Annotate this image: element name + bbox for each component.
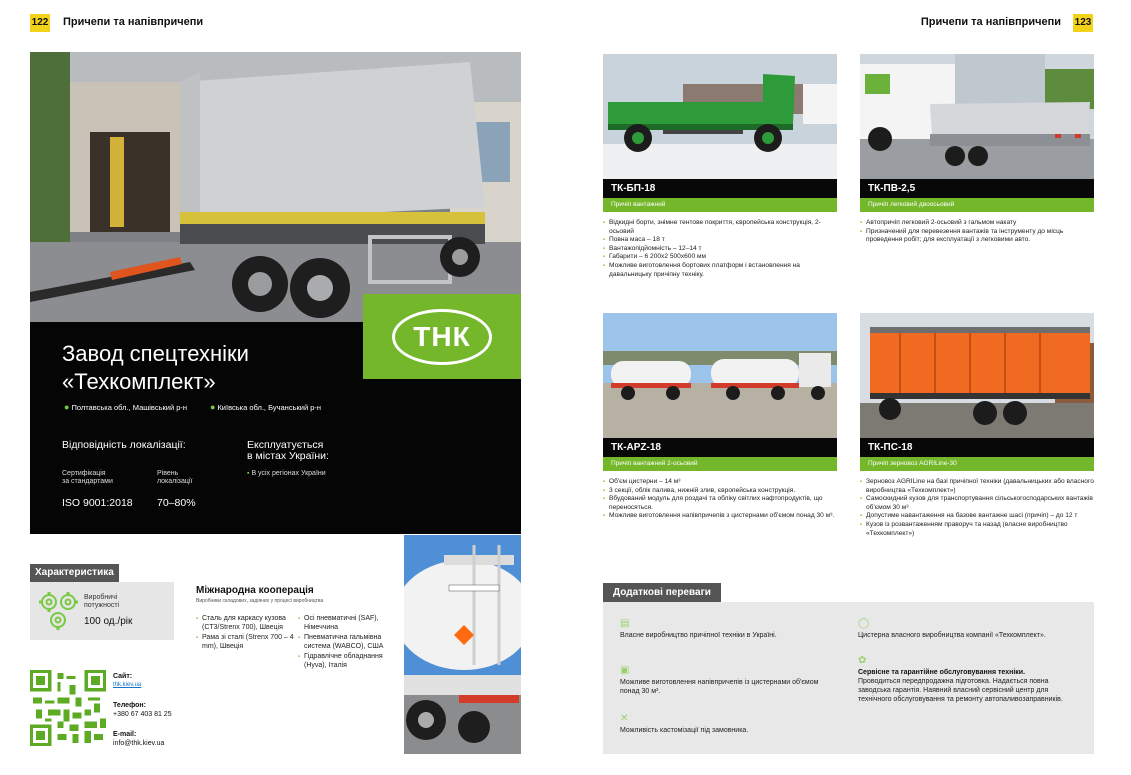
product-name: ТК-ПС-18 — [860, 438, 1094, 457]
product-card-tk-ps-18 — [860, 313, 1094, 538]
list-item: ▪ Можливе виготовлення бортових платформ і встановлення на давальницьку причіпну техніку. — [603, 262, 837, 279]
list-item: ▪ Відкидні борти, знімне тентове покриття, європейська конструкція, 2-осьовий — [603, 219, 837, 236]
phone-value[interactable]: +380 67 403 81 25 — [113, 711, 172, 718]
tanker-photo — [404, 535, 521, 754]
product-features — [860, 478, 1094, 538]
list-item: ▪ 3 секції, облік палива, нижній злив, європейська конструкція. — [603, 487, 837, 496]
email-value[interactable]: info@thk.kiev.ua — [113, 740, 165, 747]
product-type: Причіп легковий двоосьовий — [860, 198, 1094, 212]
page-number-right: 123 — [1073, 14, 1093, 32]
localization-level-value: 70–80% — [157, 497, 196, 509]
contact-site: Сайт: thk.kiev.ua — [113, 673, 142, 688]
location-kyiv: ● Київська обл., Бучанський р-н — [210, 402, 322, 412]
map-pin-icon: ● — [64, 402, 70, 412]
cooperation-title: Міжнародна кооперація — [196, 585, 314, 596]
hero-trailer-photo — [30, 52, 521, 322]
characteristics-tab: Характеристика — [30, 564, 119, 582]
cooperation-list-1 — [196, 615, 296, 653]
product-features — [603, 219, 837, 279]
advantages-tab: Додаткові переваги — [603, 583, 721, 602]
list-item: ▪ Зерновоз AGRILine на базі причіпної техніки (давальницьких або власного виробництва «Техкомплект») — [860, 478, 1094, 495]
qr-code[interactable] — [30, 670, 106, 746]
tools-icon: ✕ — [620, 713, 629, 724]
list-item: ▪ Пневматична гальмівна система (WABCO), США — [298, 634, 402, 651]
list-item: ▪ Призначений для перевезення вантажів та інструменту до місць проведення робіт; для експлуатації з легковими авто. — [860, 228, 1094, 245]
list-item: ▪ Кузов із розвантаженням праворуч та назад (власне виробництво «Техкомплект») — [860, 521, 1094, 538]
company-name: Завод спецтехніки «Техкомплект» — [62, 341, 249, 394]
product-card-tk-apz-18 — [603, 313, 837, 521]
advantage-item: ◯ Цистерна власного виробництва компанії «Техкомплект». — [858, 619, 1083, 640]
product-type: Причіп вантажний — [603, 198, 837, 212]
certification-value: ISO 9001:2018 — [62, 497, 133, 509]
list-item: ▪ Вбудований модуль для роздачі та обліку світлих нафтопродуктів, що переносяться. — [603, 495, 837, 512]
list-item: ▪ Можливе виготовлення напівпричепів з цистернами об'ємом понад 30 м³. — [603, 512, 837, 521]
cooperation-list-2 — [298, 615, 402, 672]
thk-badge-icon: ◯ — [858, 618, 870, 629]
cities-heading: Експлуатується в містах України: — [247, 439, 329, 462]
localization-level-label: Рівень локалізації — [157, 470, 193, 485]
certification-label: Сертифікація за стандартами — [62, 470, 113, 485]
list-item: ▪ Осі пневматичні (SAF), Німеччина — [298, 615, 402, 632]
product-name: ТК-БП-18 — [603, 179, 837, 198]
list-item: ▪ Об'єм цистерни – 14 м³ — [603, 478, 837, 487]
product-features — [860, 219, 1094, 245]
contact-phone: Телефон: +380 67 403 81 25 — [113, 702, 172, 718]
advantage-item: ▣ Можливе виготовлення напівпричепів із цистернами об'ємом понад 30 м³. — [620, 666, 835, 696]
list-item: ▪ Гідравлічне обладнання (Hyva), Італія — [298, 653, 402, 670]
product-card-tk-bp-18 — [603, 54, 837, 279]
product-name: ТК-APZ-18 — [603, 438, 837, 457]
product-photo — [603, 54, 837, 179]
product-photo — [603, 313, 837, 438]
gears-icon — [38, 590, 82, 632]
advantage-item: ✕ Можливість кастомізації під замовника. — [620, 714, 835, 735]
list-item: ▪ Вантажопідйомність – 12–14 т — [603, 245, 837, 254]
page-number-left: 122 — [30, 14, 50, 32]
cooperation-subtitle: Виробники складових, задіяних у процесі виробництва — [196, 598, 324, 604]
document-icon: ▤ — [620, 618, 630, 629]
characteristics-box — [30, 582, 174, 640]
list-item: ▪ Повна маса – 18 т — [603, 236, 837, 245]
map-pin-icon: ● — [210, 402, 216, 412]
site-link[interactable]: thk.kiev.ua — [113, 682, 142, 688]
list-item: ▪ Автопричіп легковий 2-осьовий з гальмом накату — [860, 219, 1094, 228]
product-name: ТК-ПВ-2,5 — [860, 179, 1094, 198]
section-title-left: Причепи та напівпричепи — [63, 16, 204, 28]
contact-email: E-mail: info@thk.kiev.ua — [113, 731, 165, 747]
location-poltava: ● Полтавська обл., Машівський р-н — [64, 402, 188, 412]
advantage-item: ▤ Власне виробництво причіпної техніки в Україні. — [620, 619, 840, 640]
list-item: ▪ Допустиме навантаження на базове вантажне шасі (причіп) – до 12 т — [860, 512, 1094, 521]
section-title-right: Причепи та напівпричепи — [920, 16, 1061, 28]
advantages-box — [603, 602, 1094, 754]
product-type: Причіп зерновоз AGRILine-30 — [860, 457, 1094, 471]
list-item: ▪ Сталь для каркасу кузова (CT3/Strenx 700), Швеція — [196, 615, 296, 632]
advantage-item: ✿ Сервісне та гарантійне обслуговування техніки. Проводиться передпродажна підготовка. Надається повна заводська гарантія. Наявний власний сервісний центр для технічного обслуговування та ремонту автопаливозаправників. — [858, 656, 1083, 704]
capacity-label: Виробничі потужності — [84, 594, 120, 609]
product-type: Причіп вантажний 2-осьовий — [603, 457, 837, 471]
product-photo — [860, 54, 1094, 179]
tank-icon: ▣ — [620, 665, 630, 676]
list-item: ▪ Самоскидний кузов для транспортування сільськогосподарських вантажів об'ємом 30 м³ — [860, 495, 1094, 512]
cities-value: ▪ В усіх регіонах України — [247, 470, 326, 477]
list-item: ▪ Габарити – 6 200x2 500x600 мм — [603, 253, 837, 262]
thk-logo: ТНК — [363, 294, 521, 379]
gear-icon: ✿ — [858, 655, 867, 666]
capacity-value: 100 од./рік — [84, 616, 133, 627]
product-features — [603, 478, 837, 521]
localization-heading: Відповідність локалізації: — [62, 439, 186, 451]
product-photo — [860, 313, 1094, 438]
list-item: ▪ Рама зі сталі (Strenx 700 – 4 mm), Швеція — [196, 634, 296, 651]
product-card-tk-pv-2-5 — [860, 54, 1094, 245]
